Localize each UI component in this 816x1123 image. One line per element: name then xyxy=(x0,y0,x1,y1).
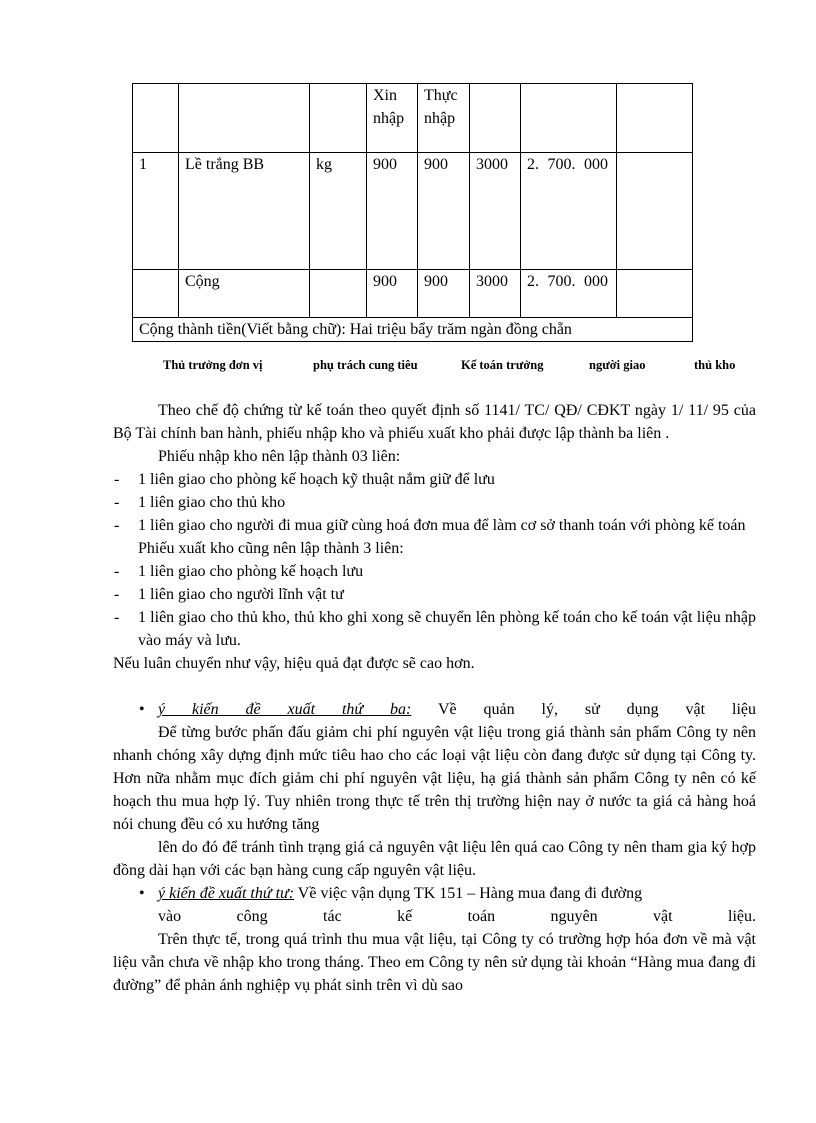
table-total-row xyxy=(133,270,693,318)
table-cell xyxy=(133,270,179,318)
bullet-item xyxy=(113,698,756,721)
total-requested-qty: 900 xyxy=(367,270,418,318)
bullet-title: ý kiến đề xuất thứ ba: xyxy=(158,701,412,718)
receipt-table xyxy=(132,83,693,342)
bullet-icon: • xyxy=(139,701,145,718)
table-cell xyxy=(617,84,693,153)
list-item: - 1 liên giao cho phòng kế hoạch lưu xyxy=(113,560,756,583)
table-row xyxy=(133,153,693,270)
amount: 2. 700. 000 xyxy=(521,153,617,270)
bullet-text: Về việc vận dụng TK 151 – Hàng mua đang đi đường xyxy=(297,885,643,902)
list-item: - 1 liên giao cho thủ kho xyxy=(113,491,756,514)
bullet-title: ý kiến đề xuất thứ tư: xyxy=(158,885,295,902)
row-index: 1 xyxy=(133,153,179,270)
table-cell xyxy=(470,84,521,153)
paragraph: Nếu luân chuyển như vậy, hiệu quả đạt được sẽ cao hơn. xyxy=(113,655,475,672)
paragraph: Theo chế độ chứng từ kế toán theo quyết định số 1141/ TC/ QĐ/ CĐKT ngày 1/ 11/ 95 của Bộ Tài chính ban hành, phiếu nhập kho và phiếu xuất kho phải được lập thành ba liên . xyxy=(113,402,756,442)
table-header-row xyxy=(133,84,693,153)
header-cell-requested-qty: Xin nhập xyxy=(367,84,418,153)
item-unit: kg xyxy=(310,153,367,270)
bullet-item xyxy=(113,882,756,905)
unit-price: 3000 xyxy=(470,153,521,270)
total-actual-qty: 900 xyxy=(418,270,470,318)
requested-qty: 900 xyxy=(367,153,418,270)
list-item: - 1 liên giao cho phòng kế hoạch kỹ thuật nắm giữ để lưu xyxy=(113,468,756,491)
header-cell-actual-qty: Thực nhập xyxy=(418,84,470,153)
table-cell xyxy=(521,84,617,153)
total-label: Cộng xyxy=(179,270,310,318)
total-in-words: Cộng thành tiền(Viết bằng chữ): Hai triệu bẩy trăm ngàn đồng chẵn xyxy=(133,318,693,342)
signature-line xyxy=(0,358,816,378)
table-cell xyxy=(617,270,693,318)
signature-storekeeper: thủ kho xyxy=(694,358,736,372)
table-cell xyxy=(133,84,179,153)
total-amount: 2. 700. 000 xyxy=(521,270,617,318)
body-text xyxy=(113,399,756,997)
table-words-row xyxy=(133,318,693,342)
table-cell xyxy=(179,84,310,153)
signature-supply-manager: phụ trách cung tiêu xyxy=(313,358,418,372)
bullet-text: Về quản lý, sử dụng vật liệu xyxy=(437,701,756,718)
table-cell xyxy=(617,153,693,270)
list-item: - 1 liên giao cho người đi mua giữ cùng hoá đơn mua để làm cơ sở thanh toán với phòng kế toán xyxy=(113,514,756,537)
paragraph: lên do đó để tránh tình trạng giá cả nguyên vật liệu lên quá cao Công ty nên tham gia ký hợp đồng dài hạn với các bạn hàng cung cấp nguyên vật liệu. xyxy=(113,839,756,879)
paragraph: vào công tác kế toán nguyên vật liệu. xyxy=(158,908,756,925)
table-cell xyxy=(310,84,367,153)
bullet-icon: • xyxy=(139,885,145,902)
signature-deliverer: người giao xyxy=(589,358,646,372)
paragraph: Phiếu xuất kho cũng nên lập thành 3 liên: xyxy=(138,540,404,557)
total-unit-price: 3000 xyxy=(470,270,521,318)
paragraph: Trên thực tế, trong quá trình thu mua vật liệu, tại Công ty có trường hợp hóa đơn về mà vật liệu vẫn chưa về nhập kho trong tháng. Theo em Công ty nên sử dụng tài khoản “Hàng mua đang đi đường” để phản ánh nghiệp vụ phát sinh trên vì dù sao xyxy=(113,931,756,994)
list-item: - 1 liên giao cho thủ kho, thủ kho ghi xong sẽ chuyển lên phòng kế toán cho kế toán vật liệu nhập vào máy và lưu. xyxy=(113,606,756,652)
signature-chief-accountant: Kế toán trưởng xyxy=(461,358,544,372)
item-name: Lề trắng BB xyxy=(179,153,310,270)
paragraph: Để từng bước phấn đấu giảm chi phí nguyên vật liệu trong giá thành sản phẩm Công ty nên nhanh chóng xây dựng định mức tiêu hao cho các loại vật liệu còn đang được sử dụng tại Công ty. Hơn nữa nhằm mục đích giảm chi phí nguyên vật liệu, hạ giá thành sản phẩm Công ty nên có kế hoạch thu mua hợp lý. Tuy nhiên trong thực tế trên thị trường hiện nay ở nước ta giá cả hàng hoá nói chung đều có xu hướng tăng xyxy=(113,724,756,833)
actual-qty: 900 xyxy=(418,153,470,270)
table-cell xyxy=(310,270,367,318)
signature-head-of-unit: Thủ trưởng đơn vị xyxy=(163,358,263,372)
list-item: - 1 liên giao cho người lĩnh vật tư xyxy=(113,583,756,606)
paragraph: Phiếu nhập kho nên lập thành 03 liên: xyxy=(158,448,401,465)
